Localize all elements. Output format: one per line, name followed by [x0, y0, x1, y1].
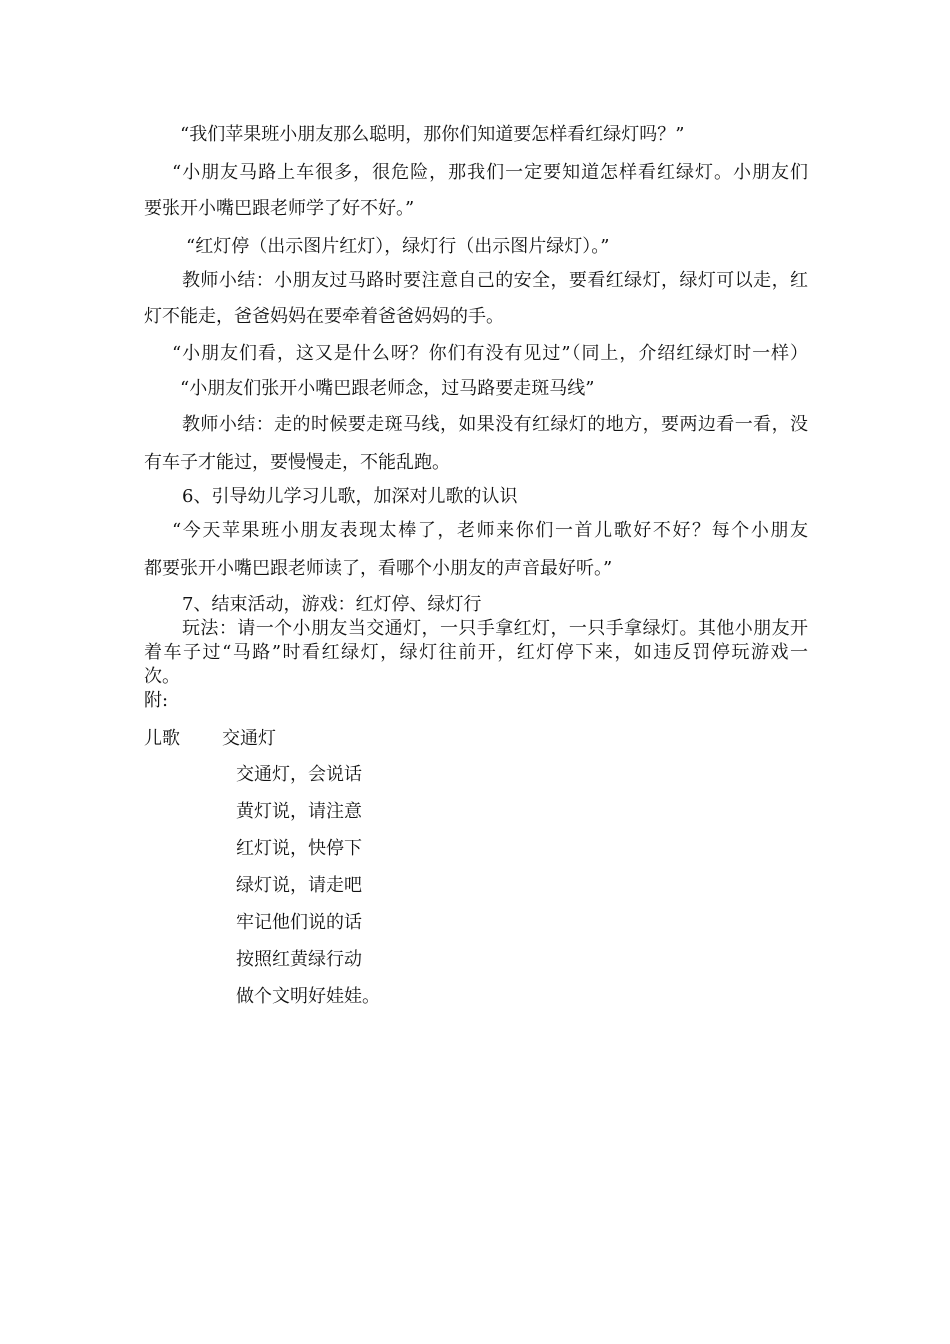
paragraph-line: 要张开小嘴巴跟老师学了好不好。”	[144, 198, 415, 219]
paragraph-line: 有车子才能过，要慢慢走，不能乱跑。	[144, 452, 450, 473]
song-line: 做个文明好娃娃。	[236, 986, 380, 1007]
paragraph-line: 都要张开小嘴巴跟老师读了，看哪个小朋友的声音最好听。”	[144, 558, 613, 579]
section-heading: 7、结束活动，游戏：红灯停、绿灯行	[182, 594, 482, 615]
paragraph-line: “红灯停（出示图片红灯），绿灯行（出示图片绿灯）。”	[186, 236, 610, 257]
paragraph-line: “今天苹果班小朋友表现太棒了，老师来你们一首儿歌好不好？每个小朋友	[172, 520, 808, 541]
paragraph-line: 次。	[144, 666, 180, 687]
appendix-label: 附:	[144, 690, 169, 711]
song-label: 儿歌	[144, 728, 180, 749]
paragraph-line: “我们苹果班小朋友那么聪明，那你们知道要怎样看红绿灯吗？”	[180, 124, 685, 145]
paragraph-line: “小朋友们看，这又是什么呀？你们有没有见过”（同上，介绍红绿灯时一样）	[172, 343, 808, 364]
paragraph-line: 教师小结：小朋友过马路时要注意自己的安全，要看红绿灯，绿灯可以走，红	[182, 270, 808, 291]
paragraph-line: “小朋友马路上车很多，很危险，那我们一定要知道怎样看红绿灯。小朋友们	[172, 162, 808, 183]
song-line: 红灯说，快停下	[236, 838, 362, 859]
paragraph-line: 灯不能走，爸爸妈妈在要牵着爸爸妈妈的手。	[144, 306, 504, 327]
song-line: 黄灯说，请注意	[236, 801, 362, 822]
song-line: 牢记他们说的话	[236, 912, 362, 933]
section-heading: 6、引导幼儿学习儿歌，加深对儿歌的认识	[182, 486, 518, 507]
song-line: 交通灯，会说话	[236, 764, 362, 785]
song-title: 交通灯	[222, 728, 276, 749]
paragraph-line: “小朋友们张开小嘴巴跟老师念，过马路要走斑马线”	[180, 378, 595, 399]
paragraph-line: 着车子过“马路”时看红绿灯，绿灯往前开，红灯停下来，如违反罚停玩游戏一	[144, 642, 808, 663]
paragraph-line: 教师小结：走的时候要走斑马线，如果没有红绿灯的地方，要两边看一看，没	[182, 414, 808, 435]
song-line: 绿灯说，请走吧	[236, 875, 362, 896]
song-line: 按照红黄绿行动	[236, 949, 362, 970]
paragraph-line: 玩法：请一个小朋友当交通灯，一只手拿红灯，一只手拿绿灯。其他小朋友开	[182, 618, 808, 639]
